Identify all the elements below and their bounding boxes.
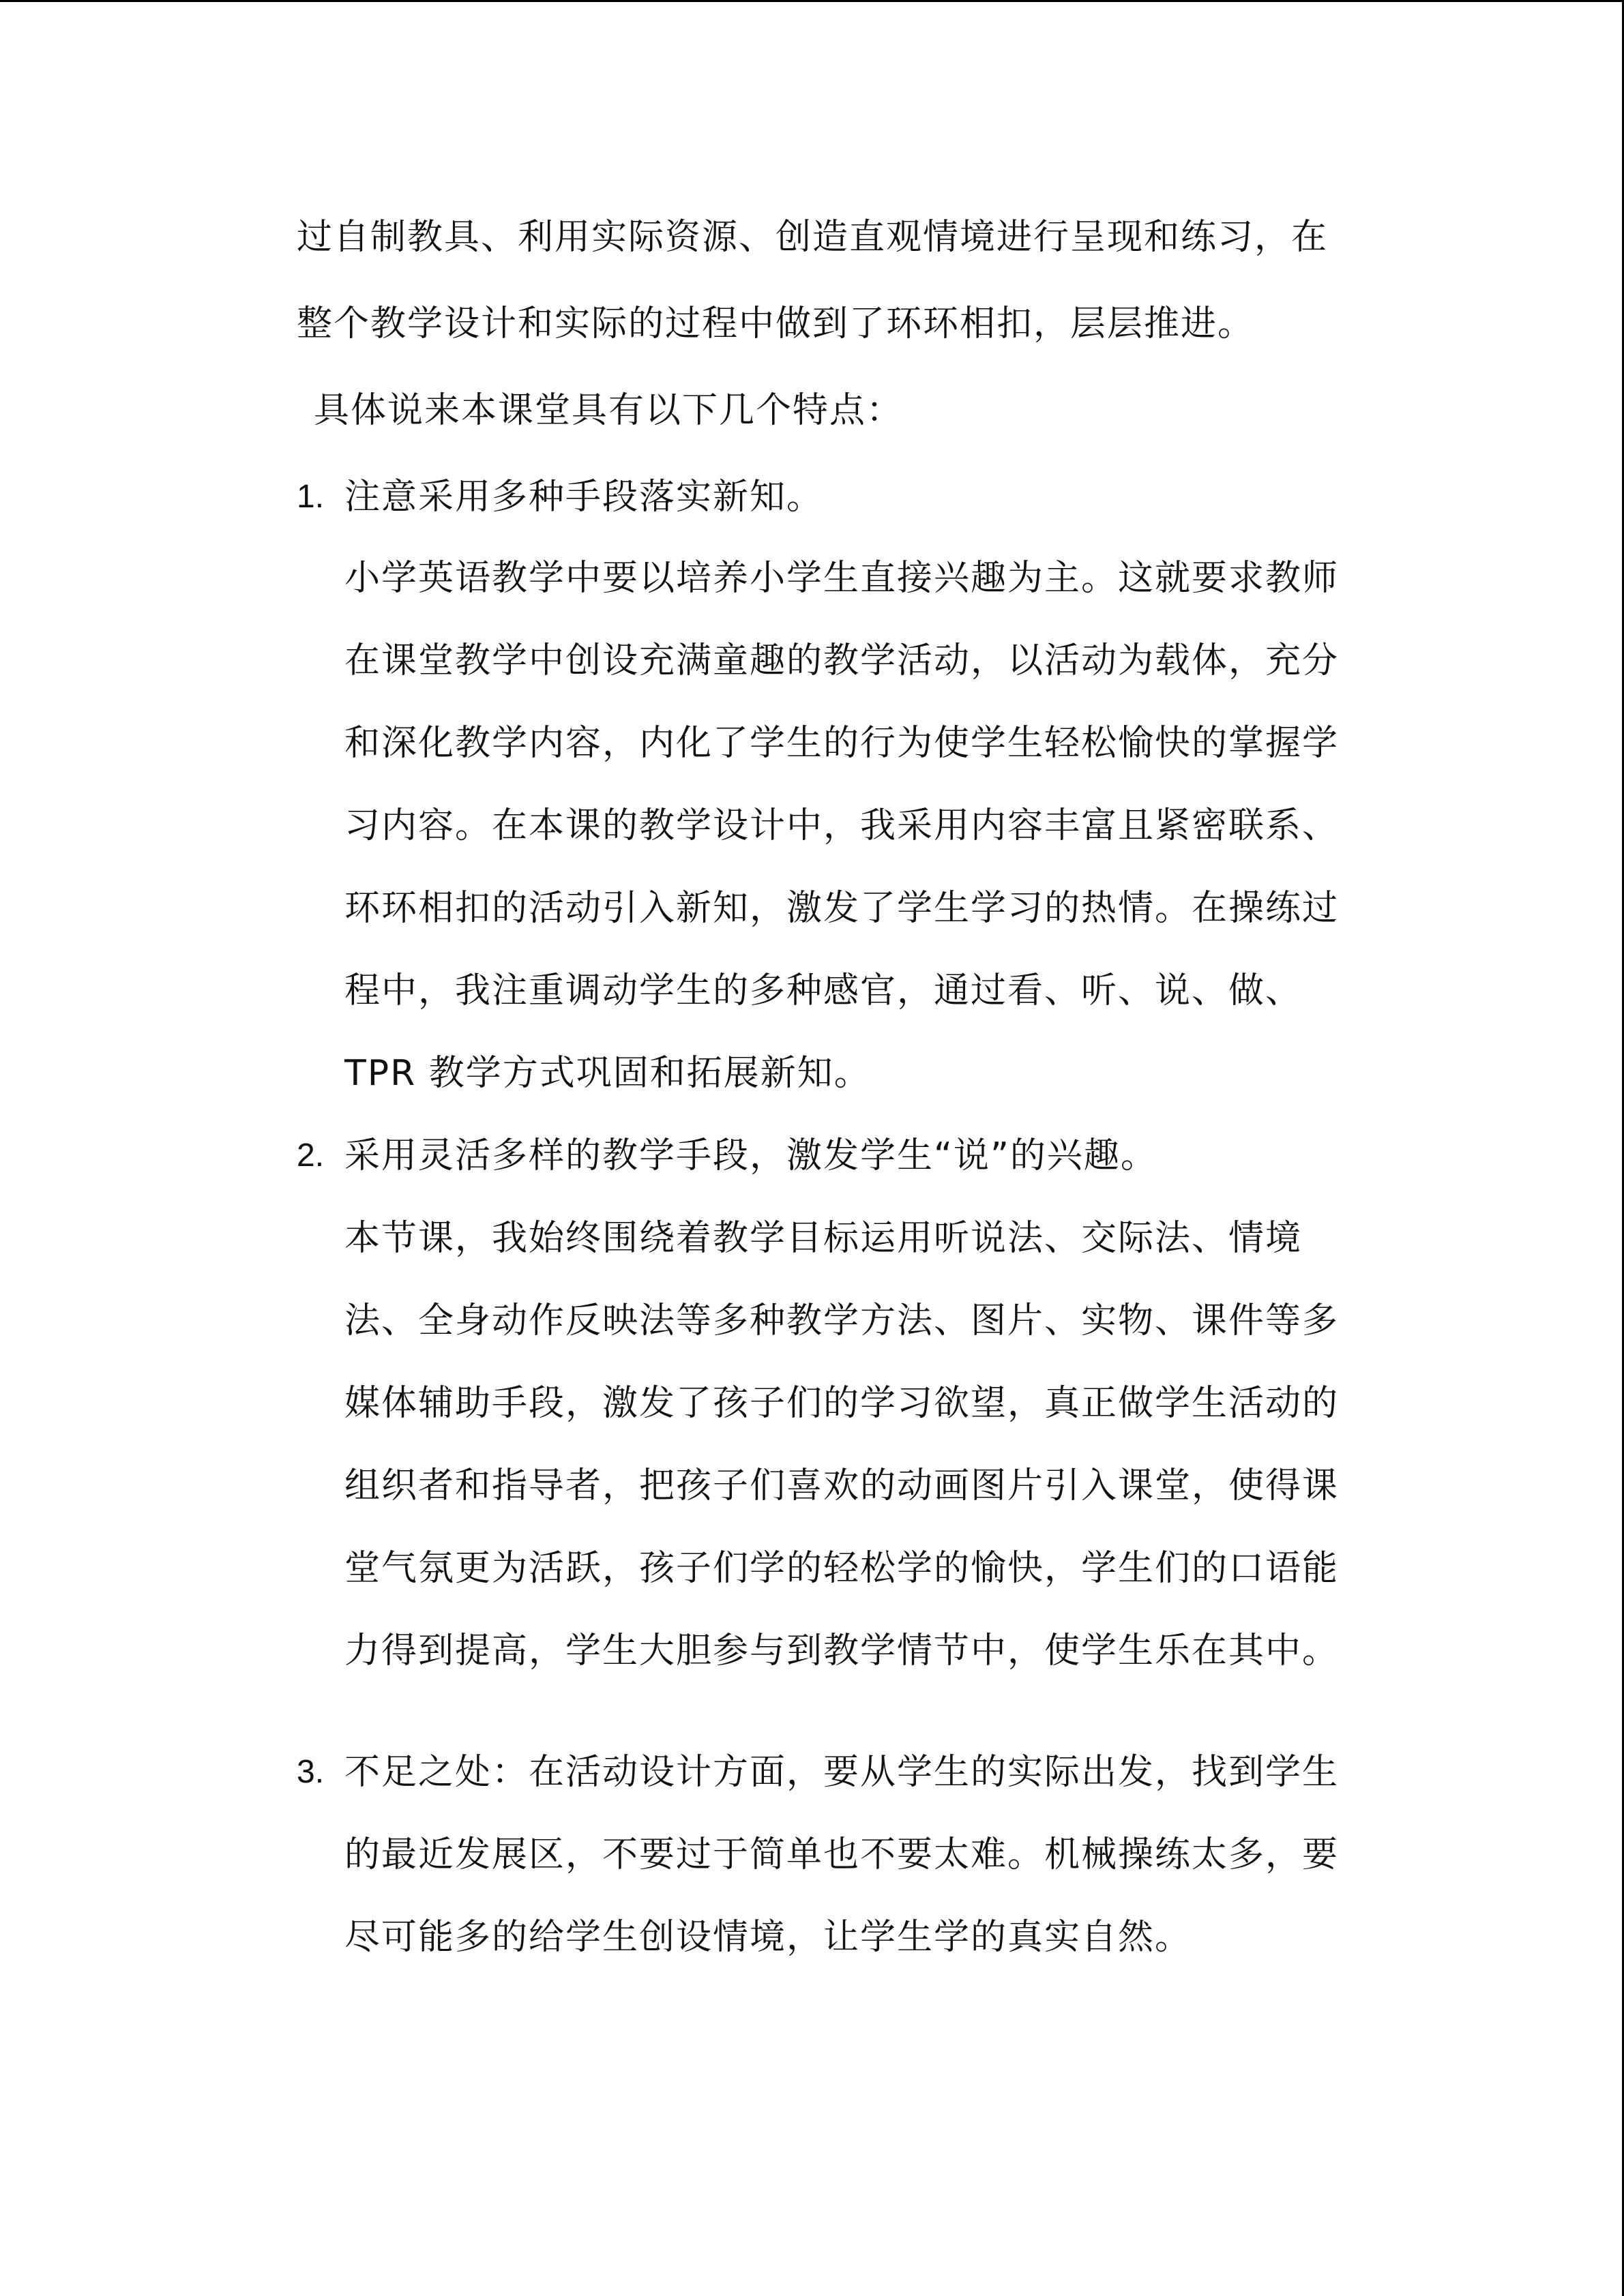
item-1-number: 1.	[297, 479, 325, 515]
item-2-body-line-6: 力得到提高，学生大胆参与到教学情节中，使学生乐在其中。	[344, 1630, 1340, 1671]
intro-line-2: 整个教学设计和实际的过程中做到了环环相扣，层层推进。	[297, 303, 1255, 344]
item-1-body-line-2: 在课堂教学中创设充满童趣的教学活动，以活动为载体，充分	[344, 640, 1340, 681]
item-2-title: 采用灵活多样的教学手段，激发学生“说”的兴趣。	[344, 1135, 1157, 1176]
item-2-body-line-4: 组织者和指导者，把孩子们喜欢的动画图片引入课堂，使得课	[344, 1465, 1340, 1506]
intro-line-1: 过自制教具、利用实际资源、创造直观情境进行呈现和练习，在	[297, 217, 1329, 258]
page-border-top	[0, 0, 1624, 2]
item-2-number: 2.	[297, 1137, 325, 1174]
item-1-body-line-5: 环环相扣的活动引入新知，激发了学生学习的热情。在操练过	[344, 888, 1340, 929]
item-1-body-line-1: 小学英语教学中要以培养小学生直接兴趣为主。这就要求教师	[344, 558, 1340, 599]
item-3-title: 不足之处：在活动设计方面，要从学生的实际出发，找到学生	[344, 1752, 1340, 1793]
item-2-body-line-3: 媒体辅助手段，激发了孩子们的学习欲望，真正做学生活动的	[344, 1383, 1340, 1424]
item-3-body-line-2: 尽可能多的给学生创设情境，让学生学的真实自然。	[344, 1917, 1192, 1958]
item-1-body-line-3: 和深化教学内容，内化了学生的行为使学生轻松愉快的掌握学	[344, 723, 1340, 764]
item-2-body-line-2: 法、全身动作反映法等多种教学方法、图片、实物、课件等多	[344, 1300, 1340, 1341]
item-3-number: 3.	[297, 1754, 325, 1790]
item-3-body-line-1: 的最近发展区，不要过于简单也不要太难。机械操练太多，要	[344, 1834, 1340, 1875]
item-2-body-line-1: 本节课，我始终围绕着教学目标运用听说法、交际法、情境	[344, 1218, 1303, 1259]
item-1-body-line-4: 习内容。在本课的教学设计中，我采用内容丰富且紧密联系、	[344, 805, 1340, 846]
item-1-body-line-6: 程中，我注重调动学生的多种感官，通过看、听、说、做、	[344, 970, 1303, 1011]
item-2-body-line-5: 堂气氛更为活跃，孩子们学的轻松学的愉快，学生们的口语能	[344, 1548, 1340, 1589]
intro-line-3: 具体说来本课堂具有以下几个特点：	[314, 390, 904, 431]
item-1-title: 注意采用多种手段落实新知。	[344, 477, 824, 518]
item-1-body-line-7: TPR 教学方式巩固和拓展新知。	[344, 1053, 871, 1094]
